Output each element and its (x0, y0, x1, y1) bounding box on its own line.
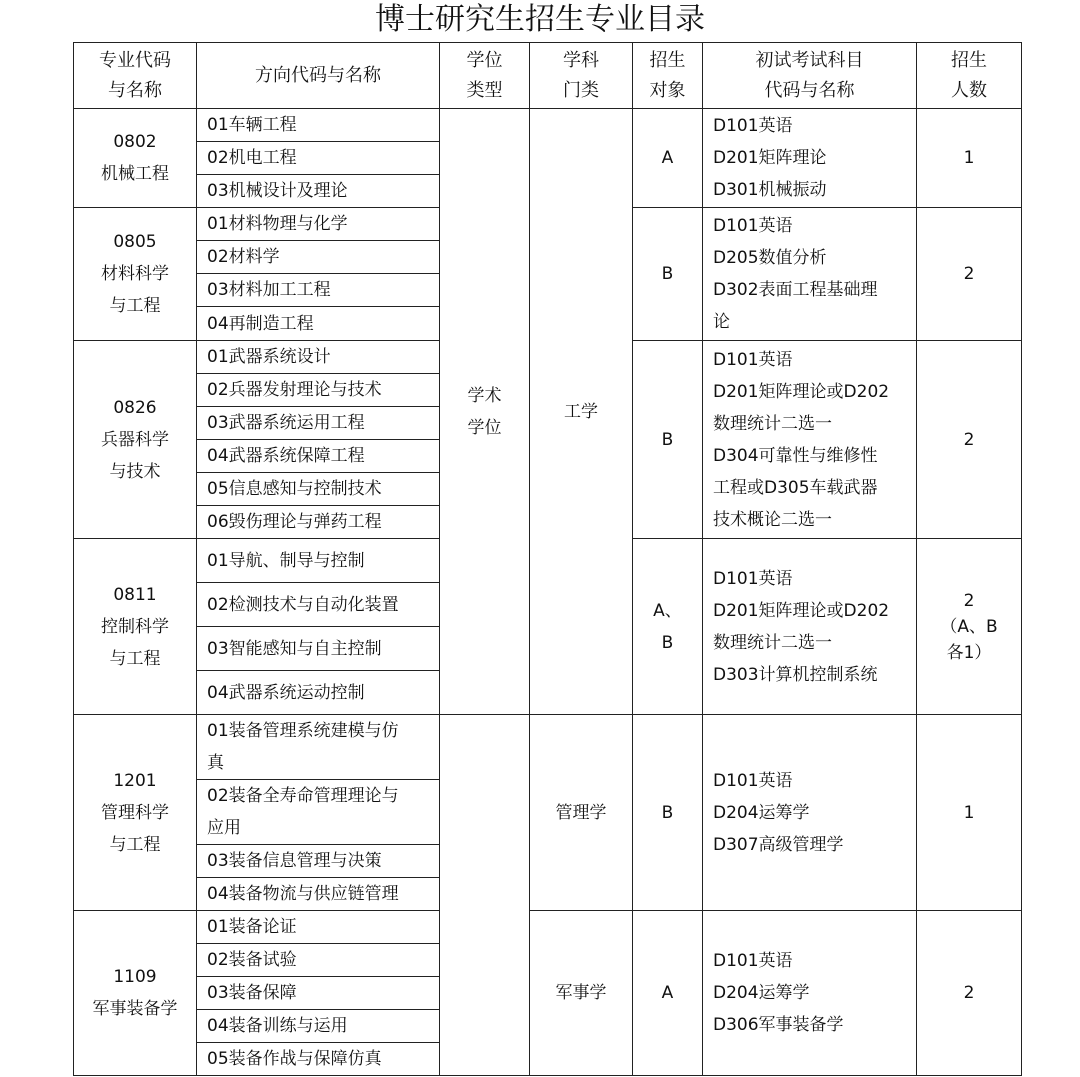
header-direction: 方向代码与名称 (197, 43, 440, 109)
direction-cell: 01导航、制导与控制 (197, 539, 440, 583)
header-row (74, 43, 1022, 109)
quota-cell: 1 (917, 109, 1022, 208)
exam-cell: D101英语 D204运筹学 D306军事装备学 (703, 911, 917, 1076)
direction-cell: 04装备物流与供应链管理 (197, 878, 440, 911)
direction-cell: 02机电工程 (197, 142, 440, 175)
page-title: 博士研究生招生专业目录 (375, 2, 705, 37)
direction-cell: 01车辆工程 (197, 109, 440, 142)
header-degree-type: 学位 类型 (440, 43, 530, 109)
direction-cell: 06毁伤理论与弹药工程 (197, 506, 440, 539)
direction-cell: 03机械设计及理论 (197, 175, 440, 208)
major-cell: 0805 材料科学 与工程 (74, 208, 197, 341)
direction-cell: 01武器系统设计 (197, 341, 440, 374)
exam-cell: D101英语 D204运筹学 D307高级管理学 (703, 715, 917, 911)
quota-cell: 2 (917, 341, 1022, 539)
direction-cell: 04装备训练与运用 (197, 1010, 440, 1043)
major-cell: 1201 管理科学 与工程 (74, 715, 197, 911)
quota-cell: 2 （A、B 各1） (917, 539, 1022, 715)
exam-cell: D101英语 D205数值分析 D302表面工程基础理 论 (703, 208, 917, 341)
target-cell: B (633, 341, 703, 539)
direction-cell: 02检测技术与自动化装置 (197, 583, 440, 627)
exam-cell: D101英语 D201矩阵理论 D301机械振动 (703, 109, 917, 208)
direction-cell: 05装备作战与保障仿真 (197, 1043, 440, 1076)
quota-cell: 2 (917, 208, 1022, 341)
header-discipline: 学科 门类 (530, 43, 633, 109)
exam-cell: D101英语 D201矩阵理论或D202 数理统计二选一 D304可靠性与维修性 工程或D305车载武器 技术概论二选一 (703, 341, 917, 539)
table-row (74, 715, 1022, 780)
direction-cell: 02材料学 (197, 241, 440, 274)
header-target: 招生 对象 (633, 43, 703, 109)
quota-cell: 2 (917, 911, 1022, 1076)
target-cell: B (633, 715, 703, 911)
header-quota: 招生 人数 (917, 43, 1022, 109)
target-cell: A (633, 911, 703, 1076)
direction-cell: 02装备全寿命管理理论与 应用 (197, 780, 440, 845)
discipline-cell-engineering: 工学 (530, 109, 633, 715)
direction-cell: 02兵器发射理论与技术 (197, 374, 440, 407)
major-cell: 0826 兵器科学 与技术 (74, 341, 197, 539)
catalog-table (73, 42, 1022, 1076)
discipline-cell-military: 军事学 (530, 911, 633, 1076)
header-exam: 初试考试科目 代码与名称 (703, 43, 917, 109)
direction-cell: 05信息感知与控制技术 (197, 473, 440, 506)
direction-cell: 04武器系统运动控制 (197, 671, 440, 715)
direction-cell: 03装备信息管理与决策 (197, 845, 440, 878)
table-row (74, 911, 1022, 944)
table-row (74, 109, 1022, 142)
direction-cell: 03武器系统运用工程 (197, 407, 440, 440)
major-cell: 0802 机械工程 (74, 109, 197, 208)
discipline-cell-management: 管理学 (530, 715, 633, 911)
degree-type-cell: 学术 学位 (440, 109, 530, 715)
direction-cell: 01材料物理与化学 (197, 208, 440, 241)
target-cell: A (633, 109, 703, 208)
quota-cell: 1 (917, 715, 1022, 911)
exam-cell: D101英语 D201矩阵理论或D202 数理统计二选一 D303计算机控制系统 (703, 539, 917, 715)
direction-cell: 03装备保障 (197, 977, 440, 1010)
direction-cell: 03材料加工工程 (197, 274, 440, 307)
header-major: 专业代码 与名称 (74, 43, 197, 109)
target-cell: B (633, 208, 703, 341)
direction-cell: 01装备管理系统建模与仿 真 (197, 715, 440, 780)
major-cell: 0811 控制科学 与工程 (74, 539, 197, 715)
direction-cell: 04武器系统保障工程 (197, 440, 440, 473)
degree-type-cell-cont (440, 715, 530, 1076)
major-cell: 1109 军事装备学 (74, 911, 197, 1076)
target-cell: A、 B (633, 539, 703, 715)
direction-cell: 02装备试验 (197, 944, 440, 977)
direction-cell: 03智能感知与自主控制 (197, 627, 440, 671)
direction-cell: 04再制造工程 (197, 307, 440, 341)
direction-cell: 01装备论证 (197, 911, 440, 944)
